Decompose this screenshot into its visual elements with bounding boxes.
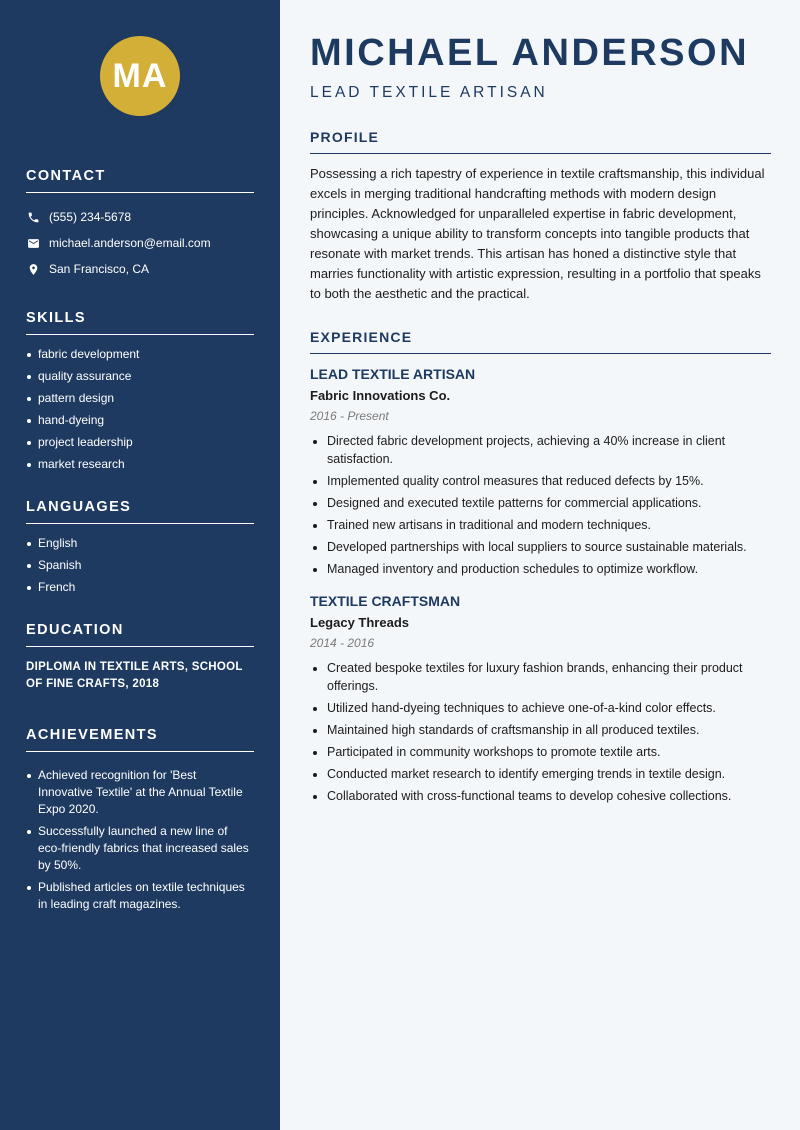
job-title: LEAD TEXTILE ARTISAN	[310, 366, 476, 382]
achievement-item: Successfully launched a new line of eco-friendly fabrics that increased sales by 50%.	[26, 823, 254, 874]
job-bullet: Trained new artisans in traditional and modern techniques.	[310, 517, 771, 535]
profile-section	[310, 129, 771, 304]
profile-heading: PROFILE	[310, 129, 771, 154]
candidate-name: MICHAEL ANDERSON	[310, 32, 750, 74]
languages-section	[26, 499, 254, 596]
job-bullet: Created bespoke textiles for luxury fashion brands, enhancing their product offerings.	[310, 660, 771, 695]
languages-heading: LANGUAGES	[26, 499, 254, 524]
job-bullet: Participated in community workshops to promote textile arts.	[310, 744, 771, 762]
phone-text: (555) 234-5678	[49, 210, 132, 224]
job-bullet: Conducted market research to identify emerging trends in textile design.	[310, 766, 771, 784]
job-bullets	[310, 660, 771, 805]
job-bullet: Developed partnerships with local suppliers to source sustainable materials.	[310, 539, 771, 557]
job-entry	[310, 366, 771, 578]
language-item: Spanish	[26, 557, 254, 574]
contact-section	[26, 168, 254, 282]
job-bullet: Collaborated with cross-functional teams to develop cohesive collections.	[310, 788, 771, 806]
skill-item: market research	[26, 456, 254, 473]
achievements-heading: ACHIEVEMENTS	[26, 727, 254, 752]
skills-section	[26, 310, 254, 473]
location-text: San Francisco, CA	[49, 262, 150, 276]
email-icon	[26, 236, 40, 250]
profile-text: Possessing a rich tapestry of experience in textile craftsmanship, this individual excels in merging traditional handcrafting methods with modern design principles. Acknowledged for unparalleled expertise in fabric development, showcasing a unique ability to transform concepts into tangible products that resonate with market trends. This artisan has honed a distinctive style that marries functionality with artistic expression, resulting in a portfolio that speaks to both the aesthetic and the practical.	[310, 166, 765, 301]
job-bullet: Designed and executed textile patterns for commercial applications.	[310, 495, 771, 513]
avatar: MA	[100, 36, 180, 116]
contact-list	[26, 204, 254, 282]
candidate-role: LEAD TEXTILE ARTISAN	[310, 84, 548, 101]
skill-item: quality assurance	[26, 368, 254, 385]
contact-location	[26, 256, 254, 282]
skill-item: project leadership	[26, 434, 254, 451]
job-dates: 2014 - 2016	[310, 636, 375, 650]
job-bullets	[310, 433, 771, 578]
job-bullet: Managed inventory and production schedules to optimize workflow.	[310, 561, 771, 579]
contact-heading: CONTACT	[26, 168, 254, 193]
experience-section	[310, 329, 771, 805]
contact-phone	[26, 204, 254, 230]
skills-list	[26, 346, 254, 473]
phone-icon	[26, 210, 40, 224]
job-entry	[310, 593, 771, 805]
achievement-item: Achieved recognition for 'Best Innovative Textile' at the Annual Textile Expo 2020.	[26, 767, 254, 818]
main-content	[310, 30, 771, 810]
achievements-list	[26, 767, 254, 913]
skill-item: fabric development	[26, 346, 254, 363]
job-company: Fabric Innovations Co.	[310, 388, 451, 403]
skill-item: hand-dyeing	[26, 412, 254, 429]
contact-email	[26, 230, 254, 256]
job-bullet: Maintained high standards of craftsmanship in all produced textiles.	[310, 722, 771, 740]
education-section	[26, 622, 254, 693]
achievements-section	[26, 727, 254, 913]
email-text: michael.anderson@email.com	[49, 236, 211, 250]
language-item: English	[26, 535, 254, 552]
education-entry: DIPLOMA IN TEXTILE ARTS, SCHOOL OF FINE CRAFTS, 2018	[26, 661, 243, 690]
job-bullet: Implemented quality control measures that reduced defects by 15%.	[310, 473, 771, 491]
job-bullet: Utilized hand-dyeing techniques to achieve one-of-a-kind color effects.	[310, 700, 771, 718]
language-item: French	[26, 579, 254, 596]
job-dates: 2016 - Present	[310, 409, 389, 423]
skill-item: pattern design	[26, 390, 254, 407]
sidebar	[0, 0, 280, 1130]
achievement-item: Published articles on textile techniques in leading craft magazines.	[26, 879, 254, 913]
skills-heading: SKILLS	[26, 310, 254, 335]
job-company: Legacy Threads	[310, 615, 409, 630]
location-pin-icon	[26, 262, 40, 276]
experience-heading: EXPERIENCE	[310, 329, 771, 354]
job-title: TEXTILE CRAFTSMAN	[310, 593, 461, 609]
education-heading: EDUCATION	[26, 622, 254, 647]
languages-list	[26, 535, 254, 596]
job-bullet: Directed fabric development projects, achieving a 40% increase in client satisfaction.	[310, 433, 771, 468]
